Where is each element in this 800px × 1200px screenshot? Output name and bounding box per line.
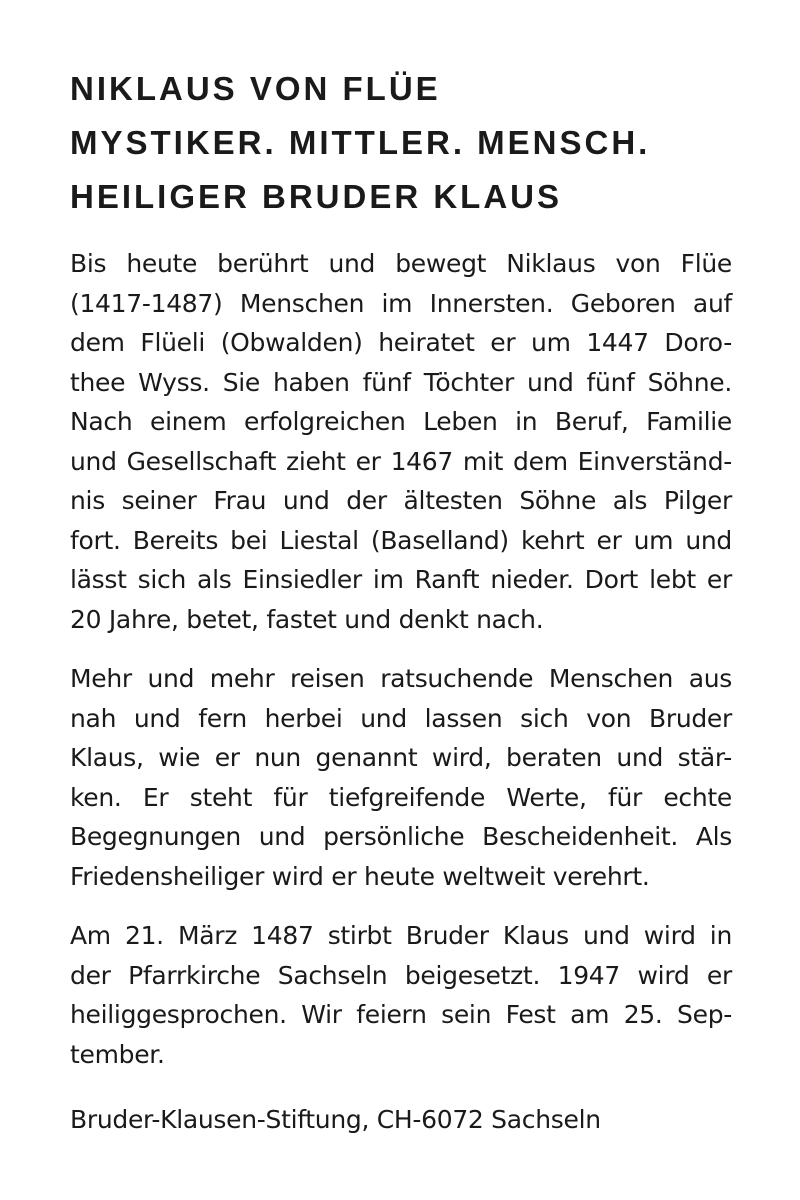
text-line: Friedensheiliger wird er heute weltweit verehrt. [70, 861, 650, 891]
text-line: Nach einem erfolgreichen Leben in Beruf, Familie [70, 407, 732, 436]
text-line: und Gesellschaft zieht er 1467 mit dem Einverständ- [70, 446, 732, 476]
paragraph-death-canonization [70, 916, 732, 1074]
text-line: dem Flüeli (Obwalden) heiratet er um 1447 Doro- [70, 328, 732, 357]
paragraph-biography [70, 244, 732, 639]
text-line: Mehr und mehr reisen ratsuchende Menschen aus [70, 664, 732, 693]
document-card [70, 62, 732, 1139]
text-line: Bis heute berührt und bewegt Niklaus von Flüe [70, 249, 732, 278]
text-line: thee Wyss. Sie haben fünf Töchter und fünf Söhne. [70, 367, 732, 397]
text-line: ken. Er steht für tiefgreifende Werte, für echte [70, 782, 732, 812]
text-line: Klaus, wie er nun genannt wird, beraten und stär- [70, 743, 732, 772]
text-line: der Pfarrkirche Sachseln beigesetzt. 1947 wird er [70, 960, 732, 990]
text-line: nis seiner Frau und der ältesten Söhne als Pilger [70, 486, 732, 515]
title-line-saint: HEILIGER BRUDER KLAUS [70, 178, 563, 215]
text-line: Begegnungen und persönliche Bescheidenheit. Als [70, 822, 732, 851]
text-line: 20 Jahre, betet, fastet und denkt nach. [70, 604, 544, 634]
title-line-name: NIKLAUS VON FLÜE [70, 70, 441, 107]
title-line-tagline: MYSTIKER. MITTLER. MENSCH. [70, 124, 651, 161]
text-line: Am 21. März 1487 stirbt Bruder Klaus und wird in [70, 921, 732, 950]
text-line: heiliggesprochen. Wir feiern sein Fest am 25. Sep- [70, 1000, 732, 1029]
paragraph-pilgrims [70, 659, 732, 896]
text-line: (1417-1487) Menschen im Innersten. Geboren auf [70, 288, 732, 318]
text-line: tember. [70, 1039, 165, 1069]
text-line: nah und fern herbei und lassen sich von Bruder [70, 703, 732, 733]
page-title [70, 62, 732, 224]
text-line: lässt sich als Einsiedler im Ranft nieder. Dort lebt er [70, 565, 732, 594]
publisher-footer: Bruder-Klausen-Stiftung, CH-6072 Sachseln [70, 1105, 601, 1134]
text-line: fort. Bereits bei Liestal (Baselland) kehrt er um und [70, 525, 732, 555]
